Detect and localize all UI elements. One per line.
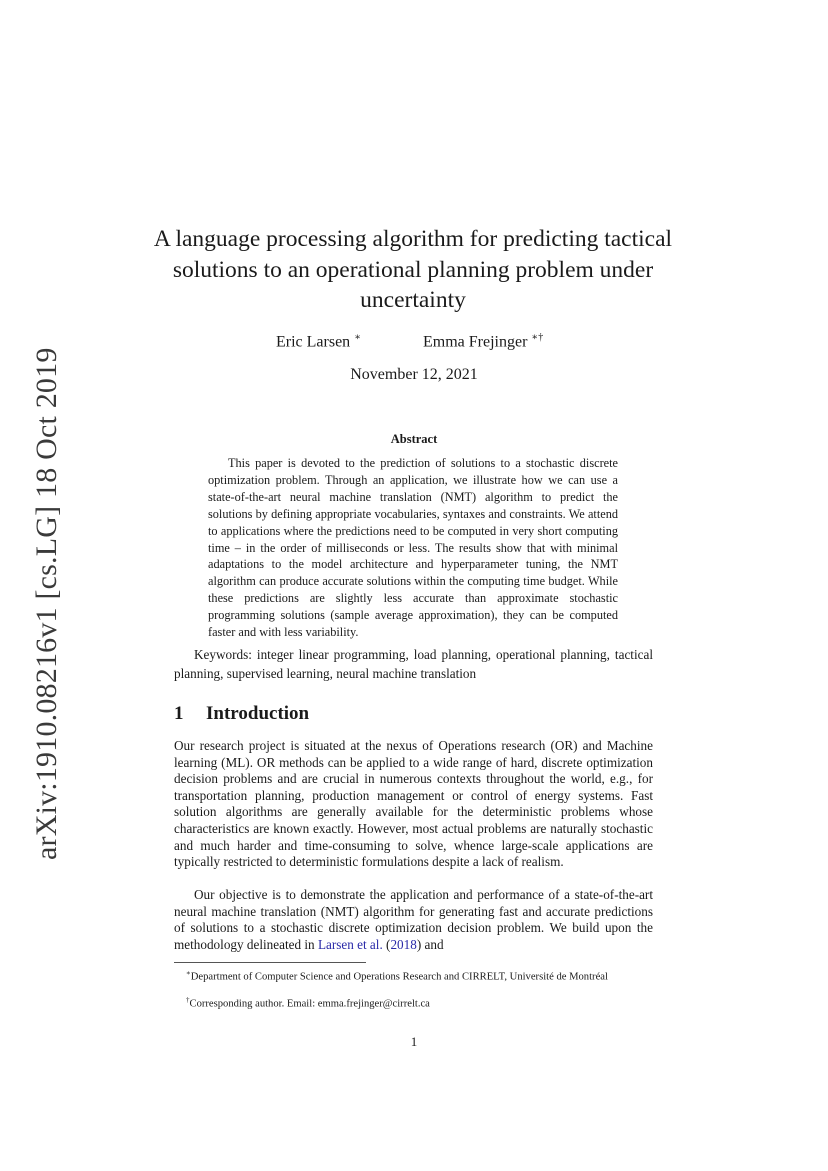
citation-paren-open: (: [382, 936, 391, 952]
keywords: Keywords: integer linear programming, load planning, operational planning, tactical planning, supervised learning, neural machine translation: [174, 647, 653, 681]
section-heading-introduction: [174, 703, 309, 725]
citation-link-larsen[interactable]: Larsen et al.: [317, 936, 383, 952]
section-title: Introduction: [206, 703, 310, 724]
footnote-affiliation: [174, 966, 653, 985]
intro-paragraph-1: Our research project is situated at the nexus of Operations research (OR) and Machine learning (ML). OR methods can be applied to a wide range of hard, discrete optimization decision problems and are crucial in numerous contexts throughout the world, e.g., for transportation planning, production management or control of energy systems. Fast solution algorithms are generally available for the deterministic problems whose characteristics are known exactly. However, most actual problems are naturally stochastic and much harder and time-consuming to solve, whence large-scale applications are typically restricted to deterministic formulations despite a lack of realism.: [174, 738, 653, 870]
footnote-text: Department of Computer Science and Operations Research and CIRRELT, Université de Montréal: [190, 971, 608, 983]
paper-title: A language processing algorithm for predicting tactical solutions to an operational planning problem under uncertainty: [153, 226, 673, 313]
section-number: 1: [174, 703, 184, 724]
footnote-mark: ∗: [186, 969, 191, 977]
citation-link-year[interactable]: 2018: [390, 936, 417, 952]
abstract-text: This paper is devoted to the prediction of solutions to a stochastic discrete optimization problem. Through an application, we illustrate how we can use a state-of-the-art neural machine translation (NMT) algorithm to predict the solutions by defining appropriate vocabularies, syntaxes and constraints. We attend to applications where the predictions need to be computed in very short computing time – in the order of milliseconds or less. The results show that with minimal adaptations to the model architecture and hyperparameter tuning, the NMT algorithm can produce accurate solutions within the computing time budget. While these predictions are slightly less accurate than approximate stochastic programming solutions (sample average approximation), they can be computed faster and with less variability.: [208, 456, 618, 640]
intro-paragraph-2: [174, 887, 653, 953]
author-eric-larsen: [276, 332, 361, 351]
abstract-heading: Abstract: [390, 432, 438, 446]
author-name: Eric Larsen: [276, 333, 351, 351]
author-emma-frejinger: [423, 332, 543, 351]
footnote-corresponding-author: [174, 993, 653, 1012]
author-name: Emma Frejinger: [423, 333, 528, 351]
paragraph-text: Our objective is to demonstrate the application and performance of a state-of-the-art neural machine translation (NMT) algorithm for generating fast and accurate predictions of solutions to a stochastic discrete optimization decision problem. We build upon the methodology delineated in: [174, 887, 653, 952]
paper-date: November 12, 2021: [350, 366, 478, 383]
page-number: 1: [410, 1034, 418, 1049]
footnote-mark: †: [186, 996, 190, 1004]
author-affiliation-mark: ∗: [354, 332, 361, 343]
paragraph-text: and: [421, 936, 444, 952]
citation-paren-close: ): [416, 936, 422, 952]
author-affiliation-mark: ∗†: [531, 332, 544, 343]
footnote-text: Corresponding author. Email: emma.frejinger@cirrelt.ca: [189, 998, 430, 1010]
footnote-divider: [174, 962, 366, 963]
author-list: [0, 332, 828, 354]
arxiv-identifier-text: arXiv:1910.08216v1 [cs.LG] 18 Oct 2019: [30, 347, 63, 860]
